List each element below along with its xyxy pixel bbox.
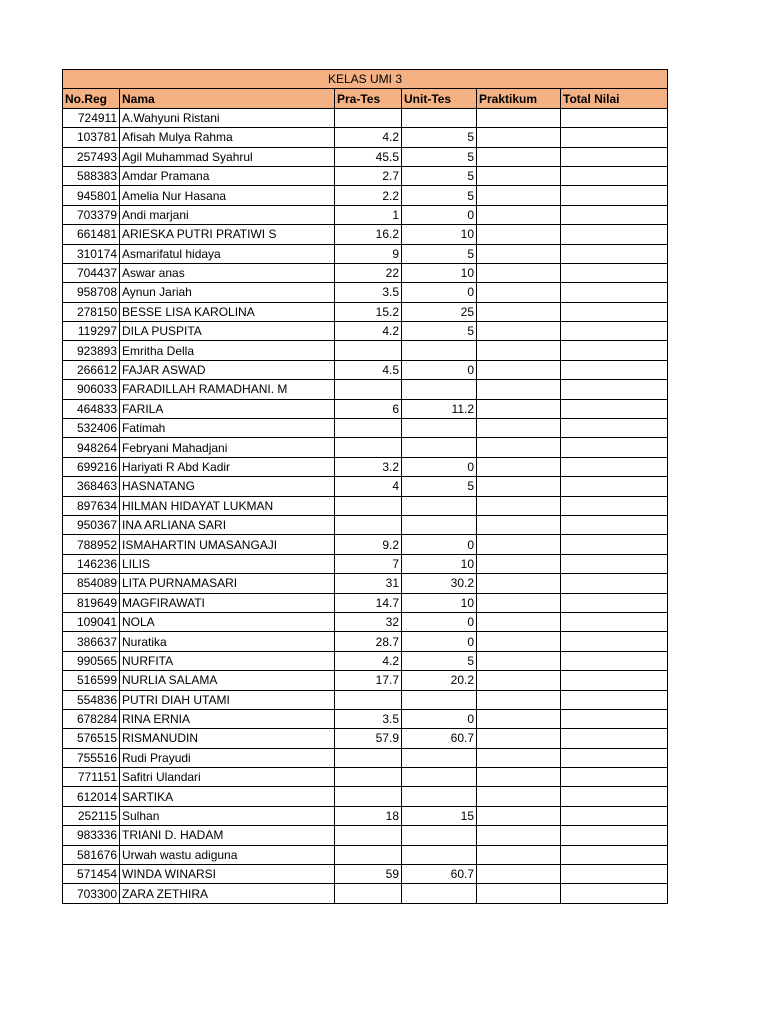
- cell-unit-tes[interactable]: 0: [402, 709, 477, 728]
- cell-total-nilai[interactable]: [561, 865, 668, 884]
- cell-no-reg[interactable]: 252115: [63, 806, 120, 825]
- cell-unit-tes[interactable]: 25: [402, 302, 477, 321]
- cell-praktikum[interactable]: [477, 108, 561, 127]
- cell-total-nilai[interactable]: [561, 496, 668, 515]
- cell-unit-tes[interactable]: 15: [402, 806, 477, 825]
- table-row: [63, 806, 668, 825]
- cell-nama[interactable]: ISMAHARTIN UMASANGAJI: [120, 535, 335, 554]
- cell-nama[interactable]: DILA PUSPITA: [120, 322, 335, 341]
- cell-total-nilai[interactable]: [561, 283, 668, 302]
- table-row: [63, 748, 668, 767]
- cell-no-reg[interactable]: 724911: [63, 108, 120, 127]
- cell-no-reg[interactable]: 945801: [63, 186, 120, 205]
- cell-no-reg[interactable]: 581676: [63, 845, 120, 864]
- cell-total-nilai[interactable]: [561, 787, 668, 806]
- cell-no-reg[interactable]: 661481: [63, 225, 120, 244]
- cell-no-reg[interactable]: 571454: [63, 865, 120, 884]
- table-row: [63, 729, 668, 748]
- table-row: [63, 709, 668, 728]
- header-total-nilai: Total Nilai: [561, 89, 668, 108]
- cell-no-reg[interactable]: 958708: [63, 283, 120, 302]
- cell-praktikum[interactable]: [477, 709, 561, 728]
- cell-pra-tes[interactable]: [335, 845, 402, 864]
- header-nama: Nama: [120, 89, 335, 108]
- cell-praktikum[interactable]: [477, 302, 561, 321]
- cell-praktikum[interactable]: [477, 651, 561, 670]
- cell-nama[interactable]: ZARA ZETHIRA: [120, 884, 335, 903]
- cell-nama[interactable]: NURFITA: [120, 651, 335, 670]
- cell-pra-tes[interactable]: 4.2: [335, 651, 402, 670]
- cell-nama[interactable]: Amdar Pramana: [120, 166, 335, 185]
- table-row: [63, 884, 668, 903]
- table-row: [63, 612, 668, 631]
- cell-unit-tes[interactable]: [402, 108, 477, 127]
- cell-nama[interactable]: TRIANI D. HADAM: [120, 826, 335, 845]
- cell-unit-tes[interactable]: 5: [402, 186, 477, 205]
- cell-praktikum[interactable]: [477, 186, 561, 205]
- cell-total-nilai[interactable]: [561, 884, 668, 903]
- cell-unit-tes[interactable]: 60.7: [402, 865, 477, 884]
- cell-total-nilai[interactable]: [561, 709, 668, 728]
- cell-pra-tes[interactable]: 18: [335, 806, 402, 825]
- cell-no-reg[interactable]: 119297: [63, 322, 120, 341]
- cell-total-nilai[interactable]: [561, 399, 668, 418]
- cell-nama[interactable]: WINDA WINARSI: [120, 865, 335, 884]
- cell-total-nilai[interactable]: [561, 690, 668, 709]
- cell-praktikum[interactable]: [477, 671, 561, 690]
- table-row: [63, 574, 668, 593]
- cell-unit-tes[interactable]: 5: [402, 147, 477, 166]
- cell-nama[interactable]: RINA ERNIA: [120, 709, 335, 728]
- cell-nama[interactable]: Afisah Mulya Rahma: [120, 128, 335, 147]
- cell-total-nilai[interactable]: [561, 845, 668, 864]
- table-row: [63, 360, 668, 379]
- cell-pra-tes[interactable]: 22: [335, 263, 402, 282]
- cell-pra-tes[interactable]: 9.2: [335, 535, 402, 554]
- cell-total-nilai[interactable]: [561, 593, 668, 612]
- cell-no-reg[interactable]: 532406: [63, 419, 120, 438]
- cell-praktikum[interactable]: [477, 477, 561, 496]
- cell-nama[interactable]: Asmarifatul hidaya: [120, 244, 335, 263]
- cell-pra-tes[interactable]: [335, 419, 402, 438]
- cell-praktikum[interactable]: [477, 283, 561, 302]
- cell-unit-tes[interactable]: 0: [402, 612, 477, 631]
- table-row: [63, 457, 668, 476]
- table-row: [63, 535, 668, 554]
- cell-pra-tes[interactable]: 4.2: [335, 128, 402, 147]
- table-row: [63, 186, 668, 205]
- cell-praktikum[interactable]: [477, 147, 561, 166]
- cell-praktikum[interactable]: [477, 244, 561, 263]
- cell-unit-tes[interactable]: [402, 768, 477, 787]
- cell-total-nilai[interactable]: [561, 612, 668, 631]
- cell-no-reg[interactable]: 948264: [63, 438, 120, 457]
- cell-no-reg[interactable]: 386637: [63, 632, 120, 651]
- cell-no-reg[interactable]: 464833: [63, 399, 120, 418]
- cell-no-reg[interactable]: 310174: [63, 244, 120, 263]
- cell-pra-tes[interactable]: [335, 884, 402, 903]
- cell-nama[interactable]: Nuratika: [120, 632, 335, 651]
- cell-unit-tes[interactable]: [402, 787, 477, 806]
- cell-praktikum[interactable]: [477, 128, 561, 147]
- cell-unit-tes[interactable]: 0: [402, 457, 477, 476]
- cell-unit-tes[interactable]: 5: [402, 651, 477, 670]
- cell-praktikum[interactable]: [477, 535, 561, 554]
- cell-no-reg[interactable]: 588383: [63, 166, 120, 185]
- cell-total-nilai[interactable]: [561, 768, 668, 787]
- table-row: [63, 225, 668, 244]
- cell-unit-tes[interactable]: 20.2: [402, 671, 477, 690]
- cell-praktikum[interactable]: [477, 845, 561, 864]
- cell-no-reg[interactable]: 516599: [63, 671, 120, 690]
- cell-total-nilai[interactable]: [561, 632, 668, 651]
- cell-no-reg[interactable]: 266612: [63, 360, 120, 379]
- cell-no-reg[interactable]: 906033: [63, 380, 120, 399]
- cell-unit-tes[interactable]: [402, 748, 477, 767]
- cell-praktikum[interactable]: [477, 205, 561, 224]
- cell-total-nilai[interactable]: [561, 166, 668, 185]
- cell-pra-tes[interactable]: 4.2: [335, 322, 402, 341]
- cell-unit-tes[interactable]: 11.2: [402, 399, 477, 418]
- cell-praktikum[interactable]: [477, 690, 561, 709]
- cell-praktikum[interactable]: [477, 574, 561, 593]
- cell-total-nilai[interactable]: [561, 535, 668, 554]
- cell-praktikum[interactable]: [477, 729, 561, 748]
- cell-no-reg[interactable]: 950367: [63, 515, 120, 534]
- cell-pra-tes[interactable]: 15.2: [335, 302, 402, 321]
- cell-total-nilai[interactable]: [561, 826, 668, 845]
- cell-nama[interactable]: FARADILLAH RAMADHANI. M: [120, 380, 335, 399]
- cell-praktikum[interactable]: [477, 554, 561, 573]
- cell-unit-tes[interactable]: [402, 496, 477, 515]
- table-row: [63, 554, 668, 573]
- header-praktikum: Praktikum: [477, 89, 561, 108]
- header-unit-tes: Unit-Tes: [402, 89, 477, 108]
- cell-no-reg[interactable]: 554836: [63, 690, 120, 709]
- cell-praktikum[interactable]: [477, 768, 561, 787]
- cell-praktikum[interactable]: [477, 322, 561, 341]
- cell-unit-tes[interactable]: 0: [402, 283, 477, 302]
- table-row: [63, 865, 668, 884]
- cell-pra-tes[interactable]: 31: [335, 574, 402, 593]
- cell-unit-tes[interactable]: [402, 515, 477, 534]
- cell-pra-tes[interactable]: 59: [335, 865, 402, 884]
- cell-pra-tes[interactable]: 28.7: [335, 632, 402, 651]
- cell-total-nilai[interactable]: [561, 651, 668, 670]
- cell-no-reg[interactable]: 704437: [63, 263, 120, 282]
- cell-no-reg[interactable]: 257493: [63, 147, 120, 166]
- cell-total-nilai[interactable]: [561, 419, 668, 438]
- cell-pra-tes[interactable]: 16.2: [335, 225, 402, 244]
- cell-nama[interactable]: INA ARLIANA SARI: [120, 515, 335, 534]
- cell-nama[interactable]: PUTRI DIAH UTAMI: [120, 690, 335, 709]
- cell-no-reg[interactable]: 771151: [63, 768, 120, 787]
- cell-no-reg[interactable]: 103781: [63, 128, 120, 147]
- cell-unit-tes[interactable]: 5: [402, 244, 477, 263]
- table-row: [63, 690, 668, 709]
- table-row: [63, 438, 668, 457]
- cell-nama[interactable]: Safitri Ulandari: [120, 768, 335, 787]
- table-row: [63, 651, 668, 670]
- cell-unit-tes[interactable]: [402, 341, 477, 360]
- cell-pra-tes[interactable]: 4.5: [335, 360, 402, 379]
- header-pra-tes: Pra-Tes: [335, 89, 402, 108]
- cell-nama[interactable]: SARTIKA: [120, 787, 335, 806]
- cell-unit-tes[interactable]: [402, 438, 477, 457]
- cell-no-reg[interactable]: 678284: [63, 709, 120, 728]
- table-row: [63, 128, 668, 147]
- cell-no-reg[interactable]: 788952: [63, 535, 120, 554]
- cell-pra-tes[interactable]: [335, 768, 402, 787]
- cell-total-nilai[interactable]: [561, 205, 668, 224]
- table-row: [63, 632, 668, 651]
- table-row: [63, 593, 668, 612]
- cell-pra-tes[interactable]: 2.7: [335, 166, 402, 185]
- cell-unit-tes[interactable]: 0: [402, 632, 477, 651]
- cell-unit-tes[interactable]: [402, 419, 477, 438]
- table-row: [63, 380, 668, 399]
- cell-praktikum[interactable]: [477, 496, 561, 515]
- cell-unit-tes[interactable]: 30.2: [402, 574, 477, 593]
- cell-unit-tes[interactable]: [402, 884, 477, 903]
- cell-no-reg[interactable]: 146236: [63, 554, 120, 573]
- cell-praktikum[interactable]: [477, 438, 561, 457]
- cell-praktikum[interactable]: [477, 884, 561, 903]
- cell-praktikum[interactable]: [477, 166, 561, 185]
- cell-unit-tes[interactable]: 10: [402, 225, 477, 244]
- cell-no-reg[interactable]: 854089: [63, 574, 120, 593]
- cell-total-nilai[interactable]: [561, 147, 668, 166]
- cell-total-nilai[interactable]: [561, 108, 668, 127]
- cell-unit-tes[interactable]: 0: [402, 360, 477, 379]
- cell-total-nilai[interactable]: [561, 244, 668, 263]
- table-row: [63, 496, 668, 515]
- cell-total-nilai[interactable]: [561, 806, 668, 825]
- cell-pra-tes[interactable]: [335, 438, 402, 457]
- cell-total-nilai[interactable]: [561, 554, 668, 573]
- table-row: [63, 826, 668, 845]
- table-row: [63, 283, 668, 302]
- cell-praktikum[interactable]: [477, 748, 561, 767]
- cell-pra-tes[interactable]: [335, 826, 402, 845]
- cell-pra-tes[interactable]: 3.2: [335, 457, 402, 476]
- cell-pra-tes[interactable]: [335, 515, 402, 534]
- cell-nama[interactable]: HILMAN HIDAYAT LUKMAN: [120, 496, 335, 515]
- title-row: [63, 70, 668, 89]
- cell-unit-tes[interactable]: 5: [402, 477, 477, 496]
- cell-nama[interactable]: MAGFIRAWATI: [120, 593, 335, 612]
- cell-total-nilai[interactable]: [561, 322, 668, 341]
- cell-nama[interactable]: FARILA: [120, 399, 335, 418]
- cell-total-nilai[interactable]: [561, 438, 668, 457]
- table-row: [63, 787, 668, 806]
- cell-pra-tes[interactable]: 7: [335, 554, 402, 573]
- cell-nama[interactable]: NOLA: [120, 612, 335, 631]
- table-row: [63, 263, 668, 282]
- cell-total-nilai[interactable]: [561, 302, 668, 321]
- cell-total-nilai[interactable]: [561, 671, 668, 690]
- cell-nama[interactable]: Rudi Prayudi: [120, 748, 335, 767]
- table-row: [63, 768, 668, 787]
- cell-no-reg[interactable]: 897634: [63, 496, 120, 515]
- cell-nama[interactable]: Hariyati R Abd Kadir: [120, 457, 335, 476]
- cell-praktikum[interactable]: [477, 360, 561, 379]
- cell-nama[interactable]: LITA PURNAMASARI: [120, 574, 335, 593]
- cell-nama[interactable]: Fatimah: [120, 419, 335, 438]
- cell-pra-tes[interactable]: 1: [335, 205, 402, 224]
- cell-nama[interactable]: A.Wahyuni Ristani: [120, 108, 335, 127]
- cell-no-reg[interactable]: 755516: [63, 748, 120, 767]
- cell-pra-tes[interactable]: [335, 108, 402, 127]
- cell-pra-tes[interactable]: 14.7: [335, 593, 402, 612]
- cell-pra-tes[interactable]: [335, 748, 402, 767]
- cell-total-nilai[interactable]: [561, 748, 668, 767]
- cell-praktikum[interactable]: [477, 632, 561, 651]
- cell-pra-tes[interactable]: 6: [335, 399, 402, 418]
- cell-nama[interactable]: Urwah wastu adiguna: [120, 845, 335, 864]
- cell-pra-tes[interactable]: 2.2: [335, 186, 402, 205]
- cell-total-nilai[interactable]: [561, 380, 668, 399]
- cell-unit-tes[interactable]: 10: [402, 554, 477, 573]
- cell-pra-tes[interactable]: 45.5: [335, 147, 402, 166]
- cell-total-nilai[interactable]: [561, 515, 668, 534]
- cell-pra-tes[interactable]: 3.5: [335, 283, 402, 302]
- cell-total-nilai[interactable]: [561, 341, 668, 360]
- table-row: [63, 302, 668, 321]
- cell-praktikum[interactable]: [477, 865, 561, 884]
- cell-unit-tes[interactable]: 10: [402, 593, 477, 612]
- cell-praktikum[interactable]: [477, 263, 561, 282]
- cell-unit-tes[interactable]: 0: [402, 205, 477, 224]
- cell-no-reg[interactable]: 278150: [63, 302, 120, 321]
- cell-pra-tes[interactable]: [335, 787, 402, 806]
- table-row: [63, 341, 668, 360]
- cell-unit-tes[interactable]: [402, 690, 477, 709]
- grade-sheet: [62, 69, 667, 904]
- cell-no-reg[interactable]: 819649: [63, 593, 120, 612]
- cell-pra-tes[interactable]: 17.7: [335, 671, 402, 690]
- cell-nama[interactable]: NURLIA SALAMA: [120, 671, 335, 690]
- cell-unit-tes[interactable]: 10: [402, 263, 477, 282]
- cell-pra-tes[interactable]: [335, 496, 402, 515]
- cell-nama[interactable]: Agil Muhammad Syahrul: [120, 147, 335, 166]
- cell-nama[interactable]: Andi marjani: [120, 205, 335, 224]
- cell-pra-tes[interactable]: [335, 690, 402, 709]
- cell-unit-tes[interactable]: [402, 845, 477, 864]
- cell-unit-tes[interactable]: 60.7: [402, 729, 477, 748]
- table-row: [63, 515, 668, 534]
- cell-nama[interactable]: Febryani Mahadjani: [120, 438, 335, 457]
- header-row: [63, 89, 668, 108]
- cell-nama[interactable]: FAJAR ASWAD: [120, 360, 335, 379]
- table-row: [63, 671, 668, 690]
- table-row: [63, 399, 668, 418]
- cell-praktikum[interactable]: [477, 399, 561, 418]
- cell-pra-tes[interactable]: 4: [335, 477, 402, 496]
- cell-no-reg[interactable]: 983336: [63, 826, 120, 845]
- cell-praktikum[interactable]: [477, 515, 561, 534]
- cell-praktikum[interactable]: [477, 612, 561, 631]
- cell-nama[interactable]: LILIS: [120, 554, 335, 573]
- cell-nama[interactable]: Emritha Della: [120, 341, 335, 360]
- cell-pra-tes[interactable]: 57.9: [335, 729, 402, 748]
- cell-unit-tes[interactable]: 5: [402, 128, 477, 147]
- cell-no-reg[interactable]: 612014: [63, 787, 120, 806]
- cell-pra-tes[interactable]: 9: [335, 244, 402, 263]
- cell-unit-tes[interactable]: [402, 826, 477, 845]
- cell-nama[interactable]: RISMANUDIN: [120, 729, 335, 748]
- cell-praktikum[interactable]: [477, 341, 561, 360]
- cell-nama[interactable]: ARIESKA PUTRI PRATIWI S: [120, 225, 335, 244]
- cell-unit-tes[interactable]: 5: [402, 322, 477, 341]
- cell-unit-tes[interactable]: 5: [402, 166, 477, 185]
- cell-no-reg[interactable]: 576515: [63, 729, 120, 748]
- cell-total-nilai[interactable]: [561, 729, 668, 748]
- cell-nama[interactable]: Sulhan: [120, 806, 335, 825]
- table-row: [63, 322, 668, 341]
- cell-no-reg[interactable]: 923893: [63, 341, 120, 360]
- sheet-title: KELAS UMI 3: [63, 70, 668, 89]
- cell-unit-tes[interactable]: [402, 380, 477, 399]
- cell-praktikum[interactable]: [477, 225, 561, 244]
- cell-no-reg[interactable]: 368463: [63, 477, 120, 496]
- table-row: [63, 419, 668, 438]
- cell-no-reg[interactable]: 990565: [63, 651, 120, 670]
- cell-pra-tes[interactable]: 3.5: [335, 709, 402, 728]
- cell-total-nilai[interactable]: [561, 186, 668, 205]
- cell-no-reg[interactable]: 109041: [63, 612, 120, 631]
- cell-nama[interactable]: Amelia Nur Hasana: [120, 186, 335, 205]
- table-row: [63, 166, 668, 185]
- cell-praktikum[interactable]: [477, 806, 561, 825]
- cell-total-nilai[interactable]: [561, 477, 668, 496]
- cell-total-nilai[interactable]: [561, 225, 668, 244]
- cell-total-nilai[interactable]: [561, 574, 668, 593]
- cell-praktikum[interactable]: [477, 419, 561, 438]
- cell-unit-tes[interactable]: 0: [402, 535, 477, 554]
- cell-no-reg[interactable]: 703379: [63, 205, 120, 224]
- cell-praktikum[interactable]: [477, 593, 561, 612]
- table-row: [63, 845, 668, 864]
- cell-praktikum[interactable]: [477, 380, 561, 399]
- table-row: [63, 477, 668, 496]
- cell-no-reg[interactable]: 699216: [63, 457, 120, 476]
- cell-nama[interactable]: Aynun Jariah: [120, 283, 335, 302]
- cell-nama[interactable]: HASNATANG: [120, 477, 335, 496]
- table-row: [63, 147, 668, 166]
- cell-pra-tes[interactable]: 32: [335, 612, 402, 631]
- cell-no-reg[interactable]: 703300: [63, 884, 120, 903]
- cell-praktikum[interactable]: [477, 787, 561, 806]
- cell-praktikum[interactable]: [477, 826, 561, 845]
- cell-nama[interactable]: Aswar anas: [120, 263, 335, 282]
- grade-table: [62, 69, 668, 904]
- cell-total-nilai[interactable]: [561, 128, 668, 147]
- table-row: [63, 108, 668, 127]
- cell-total-nilai[interactable]: [561, 360, 668, 379]
- cell-praktikum[interactable]: [477, 457, 561, 476]
- cell-total-nilai[interactable]: [561, 263, 668, 282]
- table-row: [63, 205, 668, 224]
- cell-total-nilai[interactable]: [561, 457, 668, 476]
- header-no-reg: No.Reg: [63, 89, 120, 108]
- cell-pra-tes[interactable]: [335, 380, 402, 399]
- table-row: [63, 244, 668, 263]
- cell-pra-tes[interactable]: [335, 341, 402, 360]
- cell-nama[interactable]: BESSE LISA KAROLINA: [120, 302, 335, 321]
